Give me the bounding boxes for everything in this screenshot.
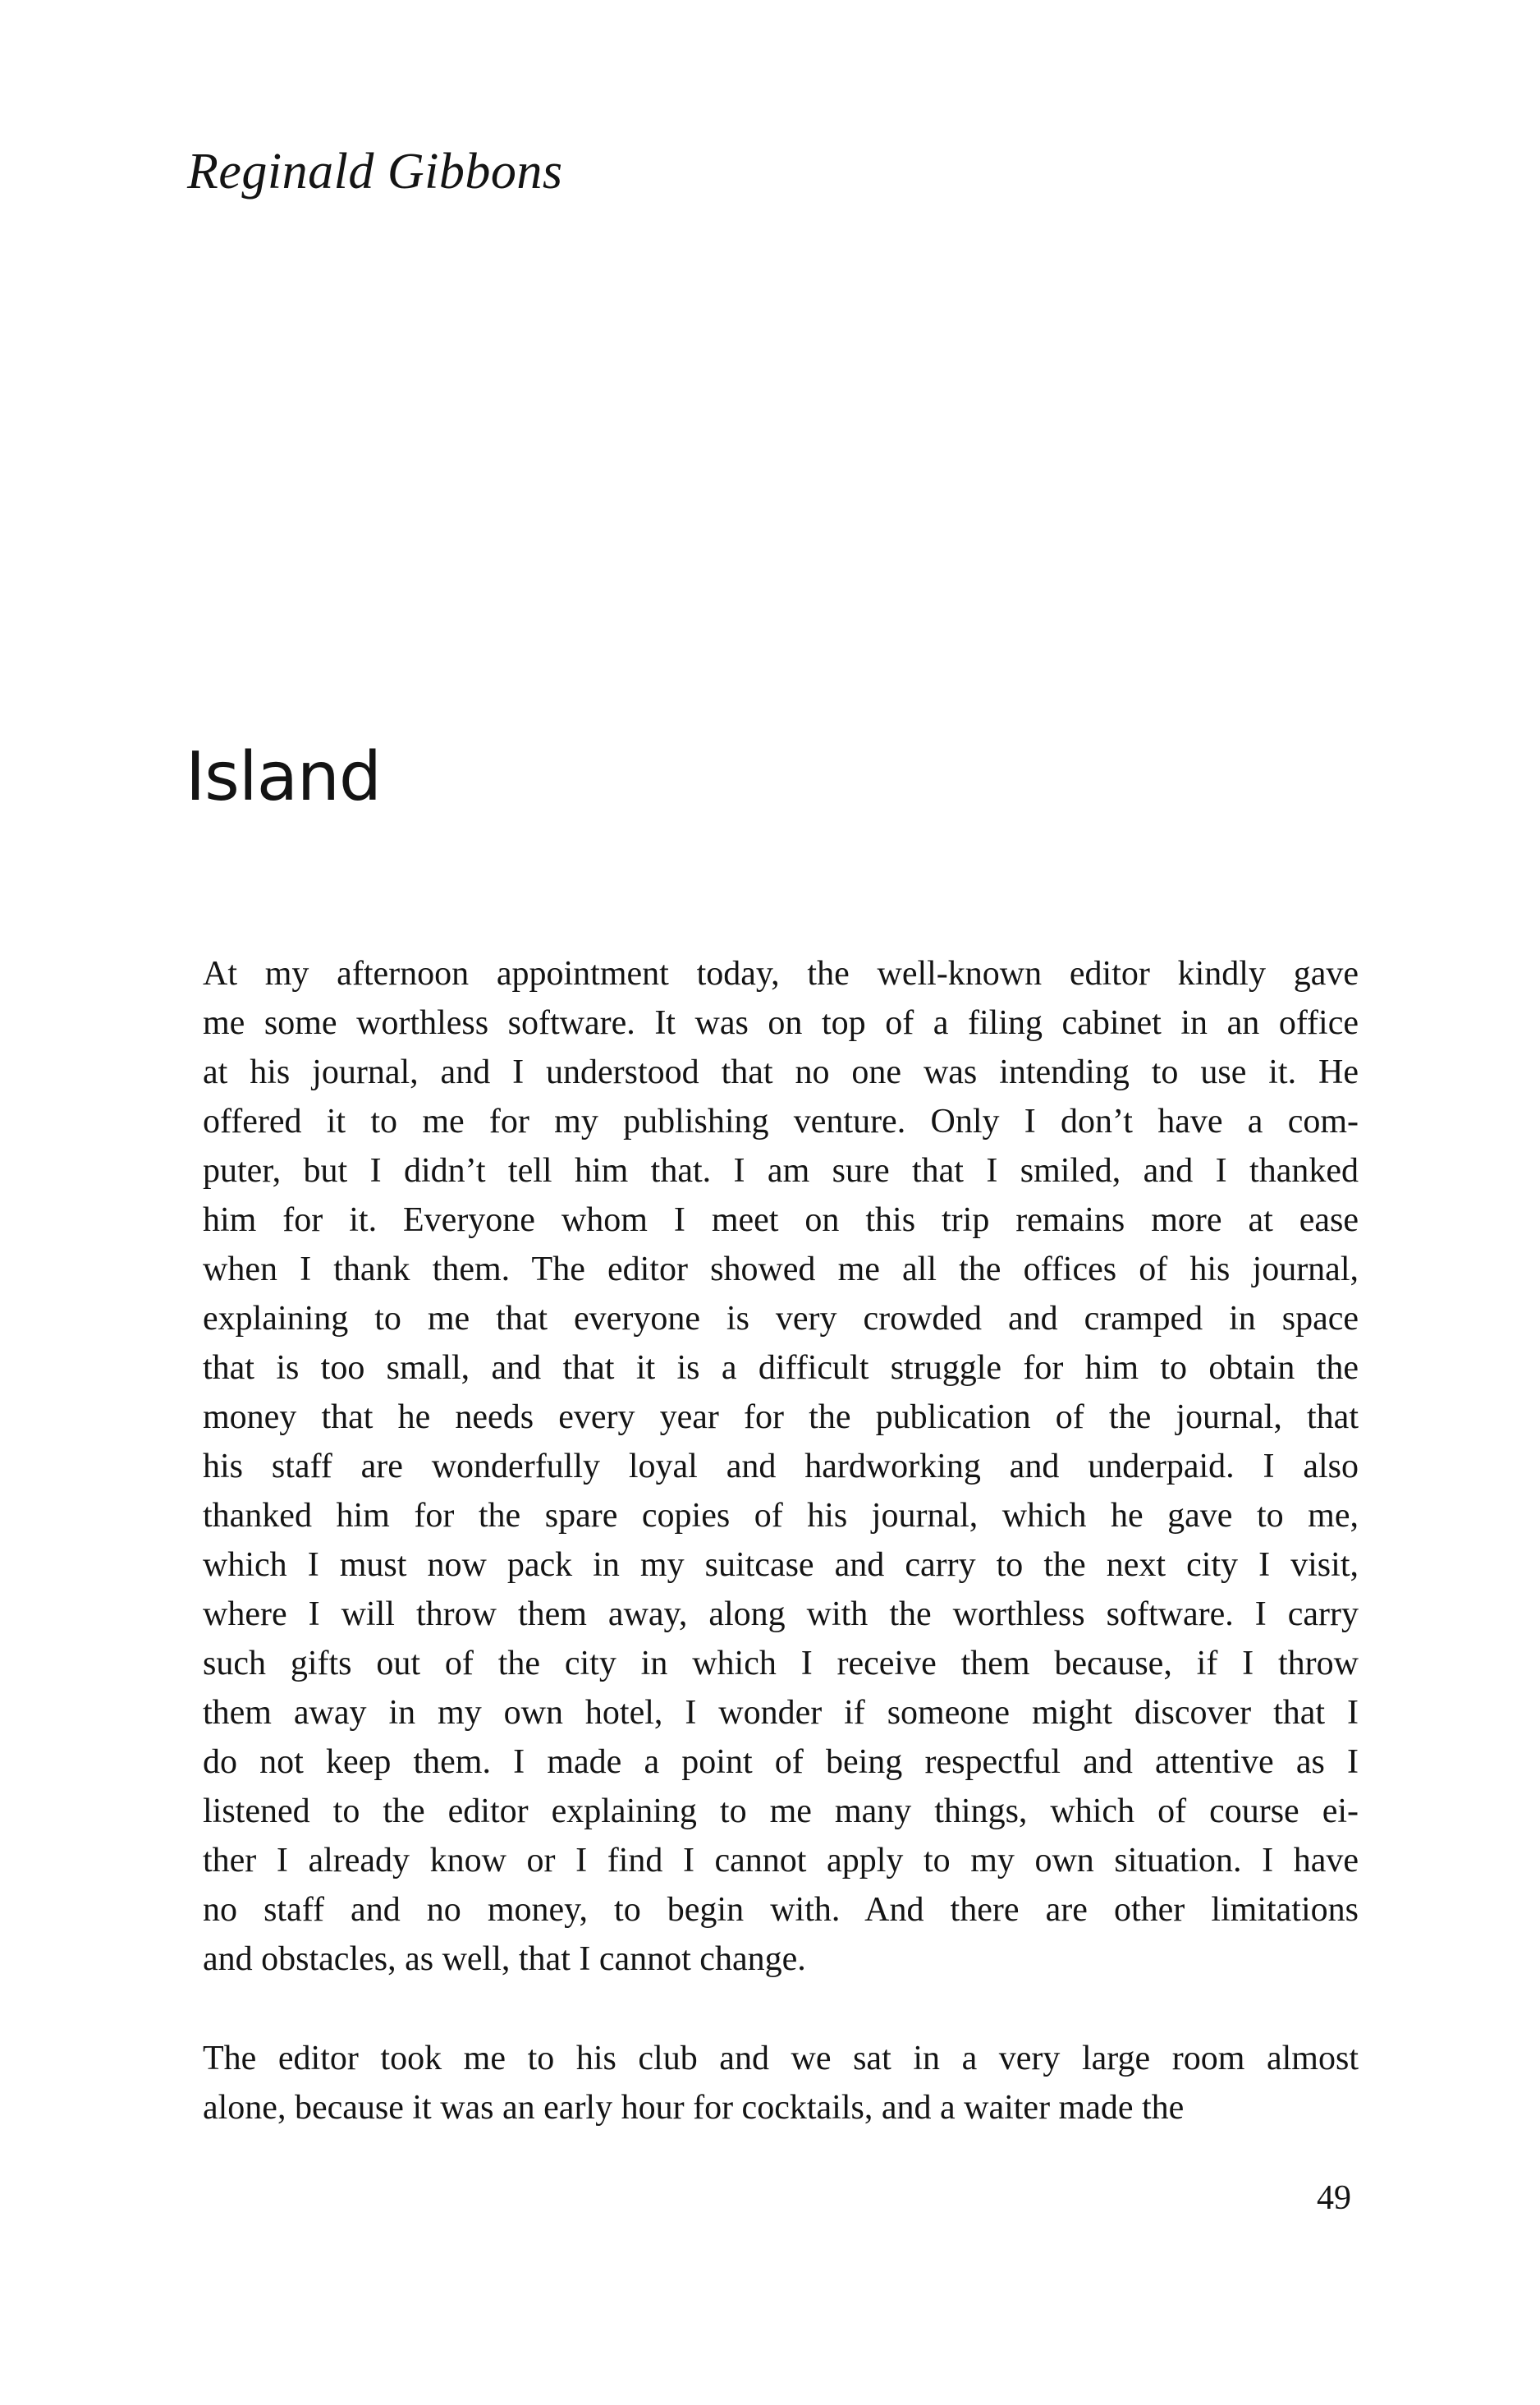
text-line: puter, but I didn’t tell him that. I am sure that I smiled, and I thanked <box>203 1152 1359 1190</box>
text-line: thanked him for the spare copies of his journal, which he gave to me, <box>203 1497 1359 1535</box>
text-line: such gifts out of the city in which I receive them because, if I throw <box>203 1645 1359 1682</box>
text-line: money that he needs every year for the publication of the journal, that <box>203 1398 1359 1436</box>
text-line: explaining to me that everyone is very crowded and cramped in space <box>203 1300 1359 1338</box>
text-line: alone, because it was an early hour for cocktails, and a waiter made the <box>203 2089 1185 2127</box>
text-line: At my afternoon appointment today, the well-known editor kindly gave <box>203 955 1359 993</box>
text-line: at his journal, and I understood that no one was intending to use it. He <box>203 1053 1359 1091</box>
piece-title: Island <box>186 738 381 816</box>
text-line: The editor took me to his club and we sat in a very large room almost <box>203 2040 1359 2077</box>
text-line: no staff and no money, to begin with. And there are other limitations <box>203 1891 1359 1929</box>
text-line: his staff are wonderfully loyal and hardworking and underpaid. I also <box>203 1448 1359 1485</box>
text-line: do not keep them. I made a point of being respectful and attentive as I <box>203 1743 1359 1781</box>
body-paragraph-1 <box>203 949 1359 1984</box>
body-paragraph-2 <box>203 2034 1359 2132</box>
text-line: me some worthless software. It was on top of a filing cabinet in an office <box>203 1004 1359 1042</box>
text-line: them away in my own hotel, I wonder if someone might discover that I <box>203 1694 1359 1732</box>
text-line: which I must now pack in my suitcase and carry to the next city I visit, <box>203 1546 1359 1584</box>
text-line: ther I already know or I find I cannot apply to my own situation. I have <box>203 1842 1359 1879</box>
text-line: that is too small, and that it is a difficult struggle for him to obtain the <box>203 1349 1359 1387</box>
text-line: where I will throw them away, along with the worthless software. I carry <box>203 1595 1359 1633</box>
text-line: when I thank them. The editor showed me all the offices of his journal, <box>203 1251 1359 1288</box>
running-head-author: Reginald Gibbons <box>187 144 563 200</box>
text-line: him for it. Everyone whom I meet on this trip remains more at ease <box>203 1201 1359 1239</box>
text-line: offered it to me for my publishing venture. Only I don’t have a com- <box>203 1103 1359 1141</box>
text-line: listened to the editor explaining to me many things, which of course ei- <box>203 1792 1359 1830</box>
text-line: and obstacles, as well, that I cannot change. <box>203 1940 806 1978</box>
page-number: 49 <box>1317 2179 1351 2217</box>
